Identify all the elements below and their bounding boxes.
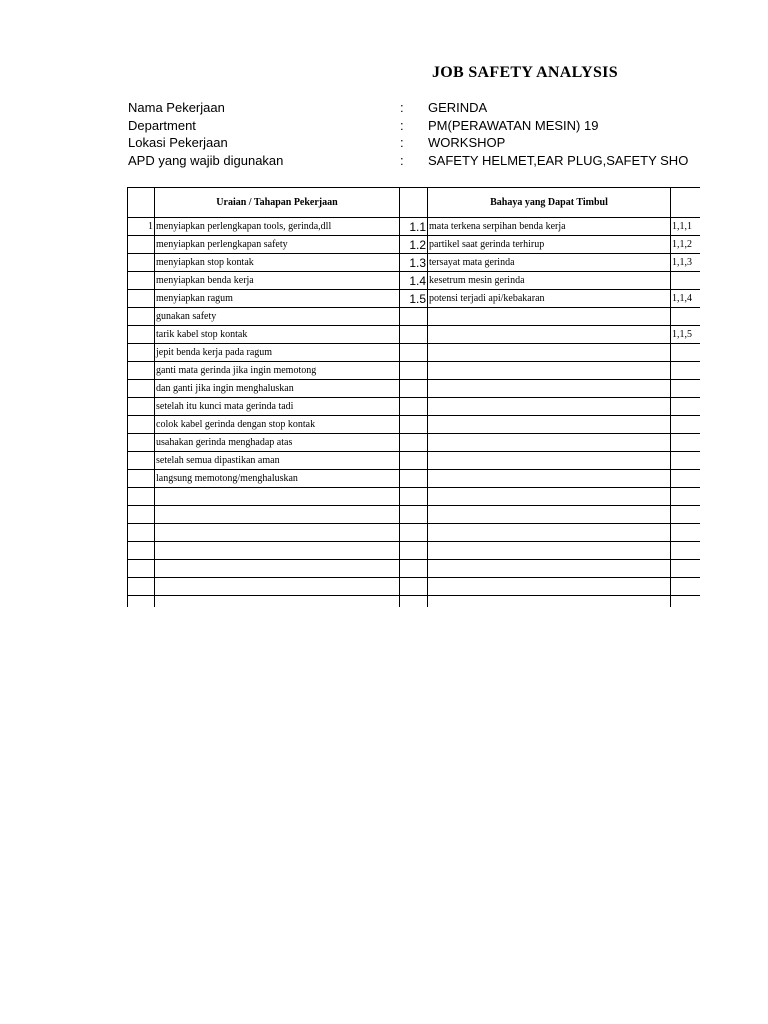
- table-row: [128, 326, 701, 344]
- cell-step: [155, 524, 400, 542]
- table-row: [128, 560, 701, 578]
- jsa-table: [127, 187, 700, 607]
- cell-ref: [671, 488, 701, 506]
- info-value: WORKSHOP: [428, 135, 506, 150]
- cell-code: [400, 470, 428, 488]
- cell-step: [155, 596, 400, 608]
- cell-step: [155, 560, 400, 578]
- info-colon: :: [400, 153, 404, 168]
- cell-ref: [671, 344, 701, 362]
- cell-ref: [671, 398, 701, 416]
- cell-no: [128, 506, 155, 524]
- cell-step: dan ganti jika ingin menghaluskan: [155, 380, 400, 398]
- cell-ref: [671, 524, 701, 542]
- cell-hazard: [428, 398, 671, 416]
- cell-code: [400, 308, 428, 326]
- info-label: APD yang wajib digunakan: [128, 153, 284, 168]
- cell-step: langsung memotong/menghaluskan: [155, 470, 400, 488]
- cell-hazard: [428, 380, 671, 398]
- cell-code: [400, 560, 428, 578]
- cell-hazard: [428, 524, 671, 542]
- cell-no: [128, 272, 155, 290]
- table-row: [128, 596, 701, 608]
- header-code: [400, 188, 428, 218]
- table-row: [128, 434, 701, 452]
- table-row: [128, 236, 701, 254]
- cell-code: [400, 434, 428, 452]
- info-colon: :: [400, 135, 404, 150]
- cell-ref: [671, 362, 701, 380]
- cell-code: [400, 542, 428, 560]
- cell-no: [128, 308, 155, 326]
- cell-step: gunakan safety: [155, 308, 400, 326]
- cell-step: menyiapkan benda kerja: [155, 272, 400, 290]
- jsa-table-viewport: [127, 187, 700, 607]
- cell-hazard: partikel saat gerinda terhirup: [428, 236, 671, 254]
- table-row: [128, 416, 701, 434]
- table-row: [128, 542, 701, 560]
- cell-no: [128, 362, 155, 380]
- cell-ref: 1,1,5: [671, 326, 701, 344]
- cell-step: setelah semua dipastikan aman: [155, 452, 400, 470]
- cell-hazard: [428, 596, 671, 608]
- table-row: [128, 524, 701, 542]
- cell-code: [400, 326, 428, 344]
- info-label: Lokasi Pekerjaan: [128, 135, 228, 150]
- cell-hazard: mata terkena serpihan benda kerja: [428, 218, 671, 236]
- cell-no: [128, 254, 155, 272]
- cell-step: tarik kabel stop kontak: [155, 326, 400, 344]
- table-row: [128, 578, 701, 596]
- header-ref: [671, 188, 701, 218]
- header-hazard: Bahaya yang Dapat Timbul: [428, 188, 671, 218]
- cell-step: ganti mata gerinda jika ingin memotong: [155, 362, 400, 380]
- info-colon: :: [400, 118, 404, 133]
- info-label: Nama Pekerjaan: [128, 100, 225, 115]
- cell-step: menyiapkan stop kontak: [155, 254, 400, 272]
- cell-code: [400, 362, 428, 380]
- cell-hazard: [428, 578, 671, 596]
- cell-ref: [671, 380, 701, 398]
- table-row: [128, 218, 701, 236]
- cell-ref: 1,1,4: [671, 290, 701, 308]
- table-row: [128, 308, 701, 326]
- cell-code: [400, 488, 428, 506]
- cell-ref: [671, 470, 701, 488]
- cell-hazard: [428, 488, 671, 506]
- cell-hazard: [428, 470, 671, 488]
- cell-hazard: tersayat mata gerinda: [428, 254, 671, 272]
- cell-no: [128, 344, 155, 362]
- cell-step: menyiapkan perlengkapan tools, gerinda,dll: [155, 218, 400, 236]
- info-colon: :: [400, 100, 404, 115]
- table-row: [128, 398, 701, 416]
- cell-step: jepit benda kerja pada ragum: [155, 344, 400, 362]
- table-row: [128, 254, 701, 272]
- cell-code: [400, 398, 428, 416]
- cell-hazard: [428, 452, 671, 470]
- cell-code: 1.1: [400, 218, 428, 236]
- cell-step: menyiapkan ragum: [155, 290, 400, 308]
- cell-code: [400, 380, 428, 398]
- info-value: PM(PERAWATAN MESIN) 19: [428, 118, 599, 133]
- table-header-row: [128, 188, 701, 218]
- table-row: [128, 452, 701, 470]
- cell-hazard: [428, 416, 671, 434]
- cell-code: [400, 524, 428, 542]
- cell-no: [128, 290, 155, 308]
- cell-hazard: [428, 326, 671, 344]
- cell-no: [128, 578, 155, 596]
- cell-no: [128, 236, 155, 254]
- cell-no: [128, 416, 155, 434]
- info-label: Department: [128, 118, 196, 133]
- cell-ref: 1,1,2: [671, 236, 701, 254]
- cell-no: [128, 560, 155, 578]
- cell-step: [155, 488, 400, 506]
- cell-ref: [671, 434, 701, 452]
- cell-ref: [671, 542, 701, 560]
- cell-hazard: kesetrum mesin gerinda: [428, 272, 671, 290]
- cell-ref: 1,1,3: [671, 254, 701, 272]
- cell-no: [128, 380, 155, 398]
- cell-no: [128, 524, 155, 542]
- cell-step: menyiapkan perlengkapan safety: [155, 236, 400, 254]
- cell-ref: [671, 452, 701, 470]
- cell-no: [128, 398, 155, 416]
- cell-hazard: [428, 434, 671, 452]
- table-body: [128, 218, 701, 608]
- cell-step: [155, 578, 400, 596]
- cell-code: [400, 416, 428, 434]
- cell-step: usahakan gerinda menghadap atas: [155, 434, 400, 452]
- cell-code: [400, 344, 428, 362]
- cell-ref: [671, 308, 701, 326]
- cell-hazard: [428, 506, 671, 524]
- cell-code: 1.3: [400, 254, 428, 272]
- cell-ref: [671, 560, 701, 578]
- cell-hazard: [428, 560, 671, 578]
- cell-hazard: [428, 542, 671, 560]
- cell-step: [155, 542, 400, 560]
- info-value: GERINDA: [428, 100, 488, 115]
- cell-no: 1: [128, 218, 155, 236]
- document-title: JOB SAFETY ANALYSIS: [432, 64, 618, 81]
- cell-no: [128, 542, 155, 560]
- table-row: [128, 506, 701, 524]
- cell-hazard: [428, 344, 671, 362]
- cell-no: [128, 452, 155, 470]
- info-value: SAFETY HELMET,EAR PLUG,SAFETY SHO: [428, 153, 689, 168]
- table-row: [128, 470, 701, 488]
- header-step: Uraian / Tahapan Pekerjaan: [155, 188, 400, 218]
- cell-no: [128, 326, 155, 344]
- cell-code: 1.5: [400, 290, 428, 308]
- cell-ref: [671, 578, 701, 596]
- cell-no: [128, 488, 155, 506]
- table-row: [128, 290, 701, 308]
- cell-code: [400, 506, 428, 524]
- cell-ref: 1,1,1: [671, 218, 701, 236]
- cell-code: 1.4: [400, 272, 428, 290]
- cell-no: [128, 434, 155, 452]
- cell-code: [400, 578, 428, 596]
- cell-hazard: potensi terjadi api/kebakaran: [428, 290, 671, 308]
- cell-no: [128, 470, 155, 488]
- cell-step: [155, 506, 400, 524]
- table-row: [128, 344, 701, 362]
- table-row: [128, 362, 701, 380]
- cell-ref: [671, 416, 701, 434]
- cell-step: colok kabel gerinda dengan stop kontak: [155, 416, 400, 434]
- cell-code: [400, 596, 428, 608]
- cell-hazard: [428, 308, 671, 326]
- cell-ref: [671, 596, 701, 608]
- cell-ref: [671, 272, 701, 290]
- table-row: [128, 272, 701, 290]
- cell-hazard: [428, 362, 671, 380]
- cell-step: setelah itu kunci mata gerinda tadi: [155, 398, 400, 416]
- cell-ref: [671, 506, 701, 524]
- header-no: [128, 188, 155, 218]
- cell-no: [128, 596, 155, 608]
- cell-code: [400, 452, 428, 470]
- table-row: [128, 488, 701, 506]
- table-row: [128, 380, 701, 398]
- cell-code: 1.2: [400, 236, 428, 254]
